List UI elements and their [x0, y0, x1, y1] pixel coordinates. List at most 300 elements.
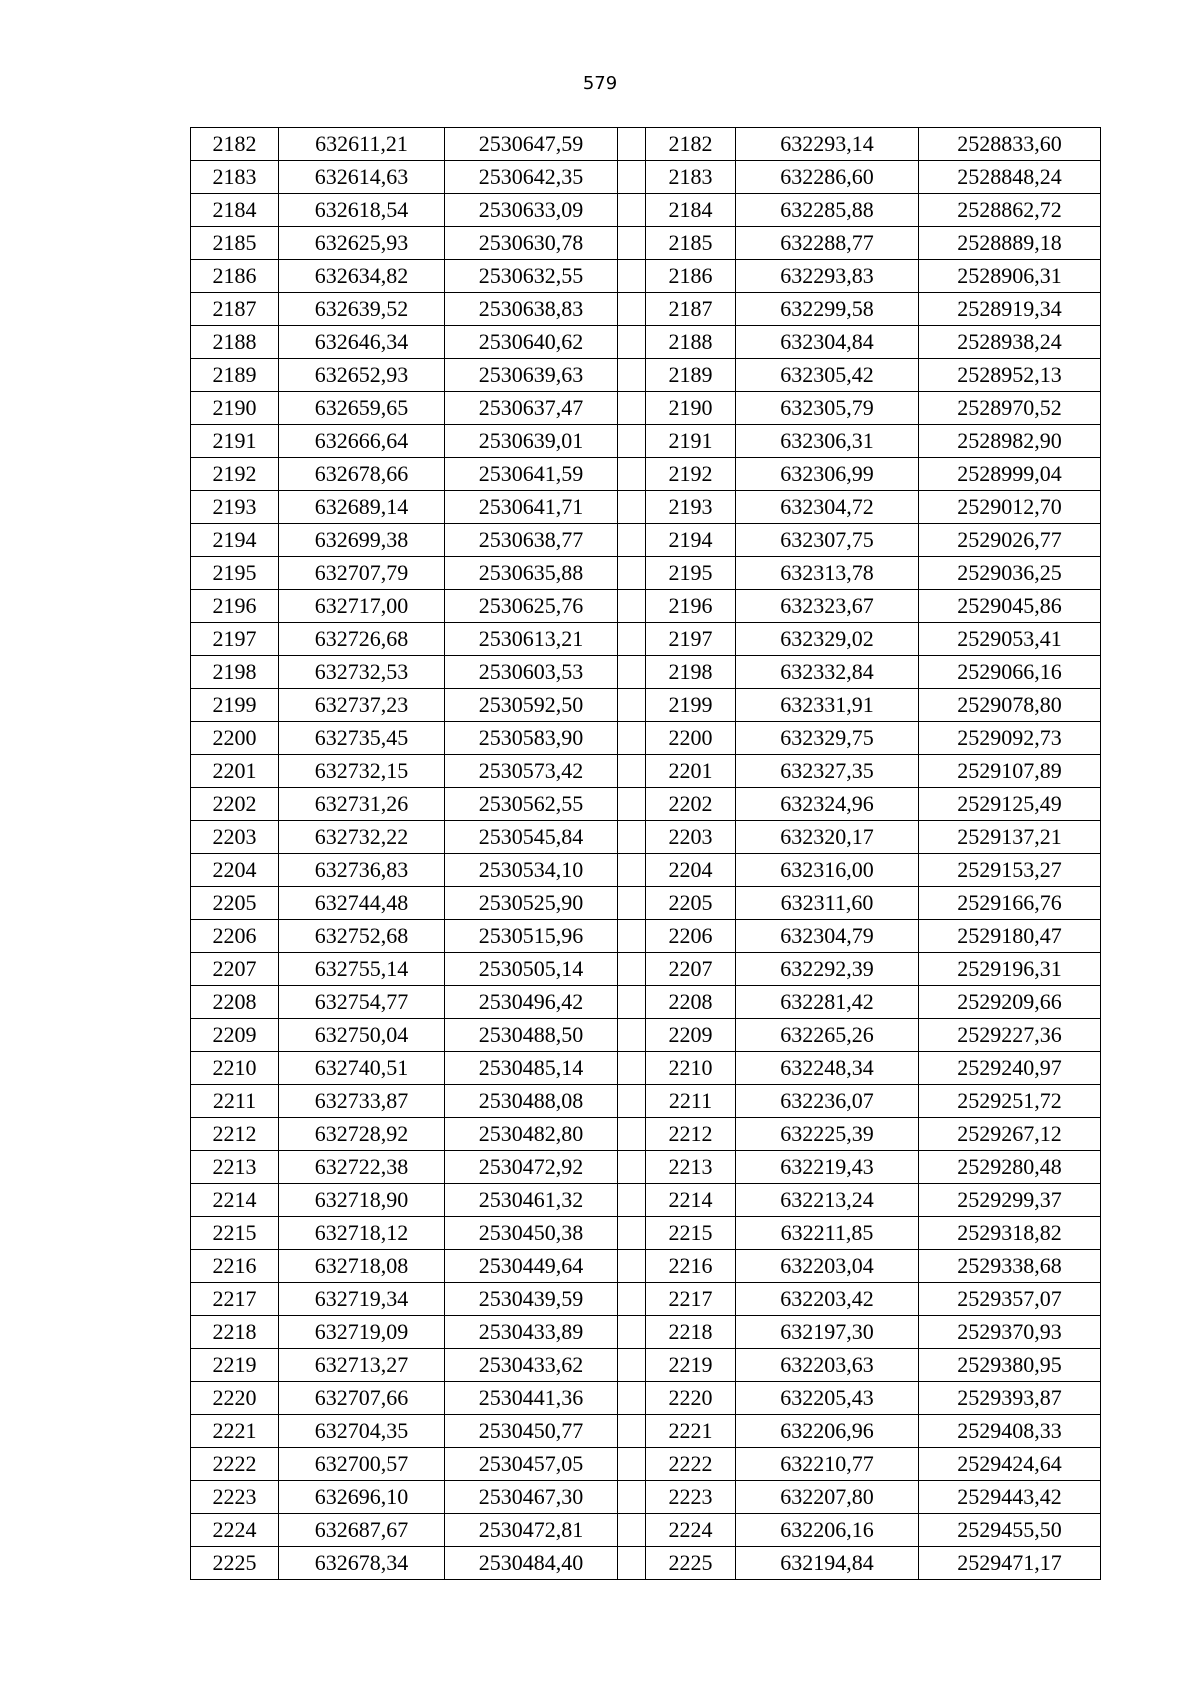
point-number-right: 2209	[646, 1019, 736, 1052]
point-number-left: 2215	[191, 1217, 279, 1250]
x-coordinate-left: 632618,54	[279, 194, 445, 227]
point-number-right: 2220	[646, 1382, 736, 1415]
y-coordinate-right: 2528952,13	[919, 359, 1101, 392]
y-coordinate-left: 2530613,21	[445, 623, 618, 656]
x-coordinate-left: 632731,26	[279, 788, 445, 821]
point-number-left: 2202	[191, 788, 279, 821]
x-coordinate-left: 632732,15	[279, 755, 445, 788]
separator-cell	[618, 1151, 646, 1184]
point-number-left: 2224	[191, 1514, 279, 1547]
x-coordinate-left: 632713,27	[279, 1349, 445, 1382]
point-number-right: 2222	[646, 1448, 736, 1481]
point-number-right: 2198	[646, 656, 736, 689]
table-row	[191, 656, 1101, 689]
point-number-left: 2194	[191, 524, 279, 557]
point-number-right: 2204	[646, 854, 736, 887]
y-coordinate-right: 2529092,73	[919, 722, 1101, 755]
point-number-right: 2197	[646, 623, 736, 656]
x-coordinate-right: 632305,79	[736, 392, 919, 425]
x-coordinate-left: 632750,04	[279, 1019, 445, 1052]
point-number-left: 2192	[191, 458, 279, 491]
x-coordinate-left: 632696,10	[279, 1481, 445, 1514]
x-coordinate-right: 632311,60	[736, 887, 919, 920]
point-number-left: 2186	[191, 260, 279, 293]
separator-cell	[618, 722, 646, 755]
x-coordinate-left: 632625,93	[279, 227, 445, 260]
x-coordinate-left: 632726,68	[279, 623, 445, 656]
y-coordinate-right: 2529053,41	[919, 623, 1101, 656]
point-number-right: 2211	[646, 1085, 736, 1118]
point-number-left: 2187	[191, 293, 279, 326]
x-coordinate-left: 632689,14	[279, 491, 445, 524]
y-coordinate-left: 2530450,38	[445, 1217, 618, 1250]
x-coordinate-right: 632236,07	[736, 1085, 919, 1118]
x-coordinate-left: 632755,14	[279, 953, 445, 986]
separator-cell	[618, 1085, 646, 1118]
table-row	[191, 821, 1101, 854]
y-coordinate-left: 2530583,90	[445, 722, 618, 755]
point-number-right: 2216	[646, 1250, 736, 1283]
point-number-left: 2199	[191, 689, 279, 722]
separator-cell	[618, 1349, 646, 1382]
y-coordinate-left: 2530633,09	[445, 194, 618, 227]
y-coordinate-left: 2530461,32	[445, 1184, 618, 1217]
y-coordinate-left: 2530488,50	[445, 1019, 618, 1052]
point-number-left: 2206	[191, 920, 279, 953]
x-coordinate-right: 632329,75	[736, 722, 919, 755]
point-number-left: 2214	[191, 1184, 279, 1217]
point-number-right: 2205	[646, 887, 736, 920]
point-number-right: 2195	[646, 557, 736, 590]
y-coordinate-right: 2529251,72	[919, 1085, 1101, 1118]
table-row	[191, 1184, 1101, 1217]
separator-cell	[618, 293, 646, 326]
table-row	[191, 194, 1101, 227]
table-row	[191, 1316, 1101, 1349]
x-coordinate-right: 632265,26	[736, 1019, 919, 1052]
y-coordinate-right: 2528938,24	[919, 326, 1101, 359]
y-coordinate-right: 2529471,17	[919, 1547, 1101, 1580]
y-coordinate-left: 2530450,77	[445, 1415, 618, 1448]
point-number-right: 2214	[646, 1184, 736, 1217]
table-row	[191, 722, 1101, 755]
x-coordinate-left: 632740,51	[279, 1052, 445, 1085]
x-coordinate-right: 632248,34	[736, 1052, 919, 1085]
x-coordinate-right: 632213,24	[736, 1184, 919, 1217]
y-coordinate-right: 2529026,77	[919, 524, 1101, 557]
x-coordinate-right: 632327,35	[736, 755, 919, 788]
point-number-left: 2212	[191, 1118, 279, 1151]
table-row	[191, 1217, 1101, 1250]
table-row	[191, 1250, 1101, 1283]
table-row	[191, 128, 1101, 161]
separator-cell	[618, 524, 646, 557]
y-coordinate-right: 2529280,48	[919, 1151, 1101, 1184]
table-row	[191, 1085, 1101, 1118]
point-number-right: 2185	[646, 227, 736, 260]
x-coordinate-left: 632718,90	[279, 1184, 445, 1217]
x-coordinate-left: 632652,93	[279, 359, 445, 392]
x-coordinate-left: 632614,63	[279, 161, 445, 194]
point-number-left: 2219	[191, 1349, 279, 1382]
point-number-left: 2211	[191, 1085, 279, 1118]
point-number-right: 2194	[646, 524, 736, 557]
point-number-right: 2199	[646, 689, 736, 722]
separator-cell	[618, 491, 646, 524]
table-row	[191, 854, 1101, 887]
point-number-left: 2203	[191, 821, 279, 854]
y-coordinate-right: 2529408,33	[919, 1415, 1101, 1448]
table-row	[191, 458, 1101, 491]
table-row	[191, 788, 1101, 821]
y-coordinate-left: 2530505,14	[445, 953, 618, 986]
point-number-right: 2207	[646, 953, 736, 986]
y-coordinate-right: 2529443,42	[919, 1481, 1101, 1514]
point-number-right: 2190	[646, 392, 736, 425]
y-coordinate-right: 2529012,70	[919, 491, 1101, 524]
x-coordinate-right: 632292,39	[736, 953, 919, 986]
y-coordinate-right: 2529045,86	[919, 590, 1101, 623]
y-coordinate-left: 2530441,36	[445, 1382, 618, 1415]
y-coordinate-left: 2530642,35	[445, 161, 618, 194]
x-coordinate-right: 632197,30	[736, 1316, 919, 1349]
y-coordinate-right: 2528906,31	[919, 260, 1101, 293]
x-coordinate-left: 632707,79	[279, 557, 445, 590]
separator-cell	[618, 656, 646, 689]
y-coordinate-left: 2530439,59	[445, 1283, 618, 1316]
separator-cell	[618, 788, 646, 821]
x-coordinate-right: 632293,14	[736, 128, 919, 161]
point-number-right: 2187	[646, 293, 736, 326]
table-row	[191, 1382, 1101, 1415]
y-coordinate-right: 2528862,72	[919, 194, 1101, 227]
y-coordinate-left: 2530639,63	[445, 359, 618, 392]
y-coordinate-left: 2530573,42	[445, 755, 618, 788]
x-coordinate-right: 632304,84	[736, 326, 919, 359]
x-coordinate-right: 632329,02	[736, 623, 919, 656]
point-number-left: 2225	[191, 1547, 279, 1580]
y-coordinate-right: 2529299,37	[919, 1184, 1101, 1217]
point-number-right: 2182	[646, 128, 736, 161]
point-number-right: 2184	[646, 194, 736, 227]
y-coordinate-left: 2530637,47	[445, 392, 618, 425]
point-number-right: 2188	[646, 326, 736, 359]
x-coordinate-left: 632719,34	[279, 1283, 445, 1316]
point-number-left: 2213	[191, 1151, 279, 1184]
separator-cell	[618, 1382, 646, 1415]
y-coordinate-left: 2530603,53	[445, 656, 618, 689]
table-row	[191, 887, 1101, 920]
x-coordinate-left: 632735,45	[279, 722, 445, 755]
y-coordinate-right: 2528982,90	[919, 425, 1101, 458]
y-coordinate-right: 2529227,36	[919, 1019, 1101, 1052]
table-row	[191, 1514, 1101, 1547]
point-number-right: 2215	[646, 1217, 736, 1250]
x-coordinate-left: 632699,38	[279, 524, 445, 557]
y-coordinate-right: 2529357,07	[919, 1283, 1101, 1316]
x-coordinate-right: 632203,42	[736, 1283, 919, 1316]
point-number-left: 2208	[191, 986, 279, 1019]
separator-cell	[618, 1184, 646, 1217]
separator-cell	[618, 128, 646, 161]
y-coordinate-left: 2530457,05	[445, 1448, 618, 1481]
y-coordinate-right: 2529180,47	[919, 920, 1101, 953]
x-coordinate-left: 632737,23	[279, 689, 445, 722]
x-coordinate-left: 632718,12	[279, 1217, 445, 1250]
table-row	[191, 1415, 1101, 1448]
point-number-left: 2216	[191, 1250, 279, 1283]
y-coordinate-right: 2529267,12	[919, 1118, 1101, 1151]
point-number-left: 2223	[191, 1481, 279, 1514]
table-row	[191, 425, 1101, 458]
x-coordinate-left: 632733,87	[279, 1085, 445, 1118]
separator-cell	[618, 1514, 646, 1547]
y-coordinate-left: 2530562,55	[445, 788, 618, 821]
table-row	[191, 590, 1101, 623]
x-coordinate-left: 632718,08	[279, 1250, 445, 1283]
x-coordinate-left: 632732,22	[279, 821, 445, 854]
point-number-right: 2193	[646, 491, 736, 524]
y-coordinate-left: 2530433,89	[445, 1316, 618, 1349]
separator-cell	[618, 590, 646, 623]
table-row	[191, 1052, 1101, 1085]
point-number-right: 2210	[646, 1052, 736, 1085]
x-coordinate-right: 632194,84	[736, 1547, 919, 1580]
point-number-left: 2221	[191, 1415, 279, 1448]
separator-cell	[618, 821, 646, 854]
table-row	[191, 1118, 1101, 1151]
y-coordinate-right: 2529137,21	[919, 821, 1101, 854]
x-coordinate-right: 632285,88	[736, 194, 919, 227]
point-number-left: 2222	[191, 1448, 279, 1481]
table-row	[191, 623, 1101, 656]
y-coordinate-right: 2528848,24	[919, 161, 1101, 194]
point-number-right: 2189	[646, 359, 736, 392]
x-coordinate-right: 632324,96	[736, 788, 919, 821]
separator-cell	[618, 623, 646, 656]
table-row	[191, 161, 1101, 194]
y-coordinate-left: 2530472,92	[445, 1151, 618, 1184]
point-number-right: 2186	[646, 260, 736, 293]
table-row	[191, 1151, 1101, 1184]
point-number-right: 2212	[646, 1118, 736, 1151]
y-coordinate-right: 2529066,16	[919, 656, 1101, 689]
table-row	[191, 1448, 1101, 1481]
y-coordinate-right: 2528889,18	[919, 227, 1101, 260]
y-coordinate-right: 2529338,68	[919, 1250, 1101, 1283]
separator-cell	[618, 986, 646, 1019]
x-coordinate-right: 632225,39	[736, 1118, 919, 1151]
point-number-right: 2218	[646, 1316, 736, 1349]
y-coordinate-left: 2530641,71	[445, 491, 618, 524]
x-coordinate-right: 632307,75	[736, 524, 919, 557]
separator-cell	[618, 359, 646, 392]
table-row	[191, 920, 1101, 953]
y-coordinate-left: 2530638,83	[445, 293, 618, 326]
table-row	[191, 1019, 1101, 1052]
coordinates-table-body	[191, 128, 1101, 1580]
x-coordinate-left: 632722,38	[279, 1151, 445, 1184]
point-number-left: 2205	[191, 887, 279, 920]
y-coordinate-left: 2530647,59	[445, 128, 618, 161]
x-coordinate-right: 632331,91	[736, 689, 919, 722]
table-row	[191, 1283, 1101, 1316]
point-number-left: 2201	[191, 755, 279, 788]
x-coordinate-right: 632304,79	[736, 920, 919, 953]
y-coordinate-left: 2530496,42	[445, 986, 618, 1019]
x-coordinate-left: 632744,48	[279, 887, 445, 920]
coordinates-table	[190, 127, 1101, 1580]
y-coordinate-right: 2529196,31	[919, 953, 1101, 986]
y-coordinate-right: 2529036,25	[919, 557, 1101, 590]
point-number-left: 2182	[191, 128, 279, 161]
point-number-left: 2218	[191, 1316, 279, 1349]
y-coordinate-left: 2530630,78	[445, 227, 618, 260]
y-coordinate-right: 2528833,60	[919, 128, 1101, 161]
separator-cell	[618, 1052, 646, 1085]
point-number-left: 2220	[191, 1382, 279, 1415]
point-number-left: 2200	[191, 722, 279, 755]
y-coordinate-right: 2529209,66	[919, 986, 1101, 1019]
separator-cell	[618, 1118, 646, 1151]
separator-cell	[618, 392, 646, 425]
x-coordinate-left: 632728,92	[279, 1118, 445, 1151]
y-coordinate-left: 2530641,59	[445, 458, 618, 491]
y-coordinate-right: 2529125,49	[919, 788, 1101, 821]
separator-cell	[618, 1250, 646, 1283]
point-number-right: 2200	[646, 722, 736, 755]
point-number-left: 2207	[191, 953, 279, 986]
x-coordinate-left: 632719,09	[279, 1316, 445, 1349]
table-row	[191, 986, 1101, 1019]
separator-cell	[618, 326, 646, 359]
x-coordinate-right: 632211,85	[736, 1217, 919, 1250]
x-coordinate-right: 632210,77	[736, 1448, 919, 1481]
y-coordinate-right: 2528919,34	[919, 293, 1101, 326]
table-row	[191, 1349, 1101, 1382]
y-coordinate-right: 2529240,97	[919, 1052, 1101, 1085]
point-number-left: 2196	[191, 590, 279, 623]
table-row	[191, 326, 1101, 359]
y-coordinate-left: 2530449,64	[445, 1250, 618, 1283]
x-coordinate-right: 632206,96	[736, 1415, 919, 1448]
y-coordinate-right: 2529393,87	[919, 1382, 1101, 1415]
y-coordinate-left: 2530484,40	[445, 1547, 618, 1580]
point-number-right: 2217	[646, 1283, 736, 1316]
x-coordinate-left: 632678,34	[279, 1547, 445, 1580]
table-row	[191, 1547, 1101, 1580]
separator-cell	[618, 1283, 646, 1316]
x-coordinate-left: 632704,35	[279, 1415, 445, 1448]
x-coordinate-right: 632320,17	[736, 821, 919, 854]
separator-cell	[618, 161, 646, 194]
y-coordinate-left: 2530639,01	[445, 425, 618, 458]
x-coordinate-right: 632313,78	[736, 557, 919, 590]
point-number-left: 2204	[191, 854, 279, 887]
y-coordinate-left: 2530534,10	[445, 854, 618, 887]
y-coordinate-left: 2530632,55	[445, 260, 618, 293]
separator-cell	[618, 689, 646, 722]
x-coordinate-right: 632323,67	[736, 590, 919, 623]
x-coordinate-right: 632203,63	[736, 1349, 919, 1382]
x-coordinate-left: 632736,83	[279, 854, 445, 887]
separator-cell	[618, 227, 646, 260]
separator-cell	[618, 1415, 646, 1448]
table-row	[191, 689, 1101, 722]
y-coordinate-right: 2529153,27	[919, 854, 1101, 887]
point-number-right: 2219	[646, 1349, 736, 1382]
y-coordinate-right: 2529318,82	[919, 1217, 1101, 1250]
table-row	[191, 359, 1101, 392]
x-coordinate-left: 632611,21	[279, 128, 445, 161]
y-coordinate-right: 2529107,89	[919, 755, 1101, 788]
x-coordinate-right: 632288,77	[736, 227, 919, 260]
y-coordinate-left: 2530515,96	[445, 920, 618, 953]
point-number-right: 2192	[646, 458, 736, 491]
separator-cell	[618, 1019, 646, 1052]
x-coordinate-left: 632754,77	[279, 986, 445, 1019]
x-coordinate-right: 632281,42	[736, 986, 919, 1019]
y-coordinate-left: 2530545,84	[445, 821, 618, 854]
y-coordinate-left: 2530433,62	[445, 1349, 618, 1382]
point-number-left: 2188	[191, 326, 279, 359]
table-row	[191, 293, 1101, 326]
y-coordinate-left: 2530482,80	[445, 1118, 618, 1151]
separator-cell	[618, 1547, 646, 1580]
point-number-right: 2224	[646, 1514, 736, 1547]
x-coordinate-right: 632206,16	[736, 1514, 919, 1547]
separator-cell	[618, 887, 646, 920]
y-coordinate-right: 2529370,93	[919, 1316, 1101, 1349]
y-coordinate-left: 2530592,50	[445, 689, 618, 722]
y-coordinate-left: 2530488,08	[445, 1085, 618, 1118]
x-coordinate-left: 632732,53	[279, 656, 445, 689]
x-coordinate-left: 632639,52	[279, 293, 445, 326]
x-coordinate-left: 632752,68	[279, 920, 445, 953]
table-row	[191, 557, 1101, 590]
separator-cell	[618, 755, 646, 788]
point-number-right: 2206	[646, 920, 736, 953]
separator-cell	[618, 920, 646, 953]
point-number-right: 2196	[646, 590, 736, 623]
separator-cell	[618, 953, 646, 986]
table-row	[191, 1481, 1101, 1514]
point-number-left: 2183	[191, 161, 279, 194]
y-coordinate-right: 2529424,64	[919, 1448, 1101, 1481]
point-number-left: 2190	[191, 392, 279, 425]
table-row	[191, 227, 1101, 260]
x-coordinate-left: 632717,00	[279, 590, 445, 623]
point-number-left: 2209	[191, 1019, 279, 1052]
point-number-right: 2221	[646, 1415, 736, 1448]
x-coordinate-right: 632203,04	[736, 1250, 919, 1283]
separator-cell	[618, 458, 646, 491]
x-coordinate-left: 632634,82	[279, 260, 445, 293]
y-coordinate-left: 2530640,62	[445, 326, 618, 359]
x-coordinate-right: 632286,60	[736, 161, 919, 194]
x-coordinate-right: 632299,58	[736, 293, 919, 326]
point-number-right: 2223	[646, 1481, 736, 1514]
x-coordinate-right: 632304,72	[736, 491, 919, 524]
table-row	[191, 491, 1101, 524]
point-number-left: 2195	[191, 557, 279, 590]
separator-cell	[618, 854, 646, 887]
page-number: 579	[582, 73, 618, 94]
x-coordinate-right: 632306,99	[736, 458, 919, 491]
point-number-left: 2210	[191, 1052, 279, 1085]
point-number-left: 2197	[191, 623, 279, 656]
x-coordinate-right: 632305,42	[736, 359, 919, 392]
